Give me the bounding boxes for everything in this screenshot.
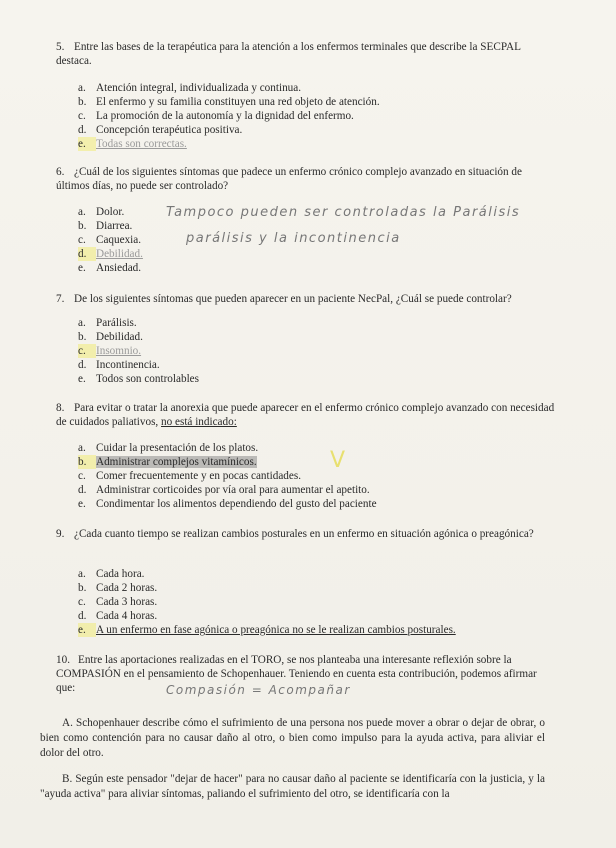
question-number: 10.	[56, 654, 70, 666]
option-e: e. Todas son correctas.	[78, 138, 187, 150]
question-6-options	[78, 205, 143, 275]
handwritten-note: parálisis y la incontinencia	[186, 231, 401, 246]
question-8-options	[78, 441, 377, 511]
option-c: c. Cada 3 horas.	[78, 596, 158, 608]
question-text: ¿Cuál de los siguientes síntomas que padece un enfermo crónico complejo avanzado en situación de últimos días, no puede ser controlado?	[56, 166, 522, 192]
question-text: Para evitar o tratar la anorexia que puede aparecer en el enfermo crónico complejo avanzado con necesidad de cuidados paliativos,	[56, 402, 555, 428]
option-a: a. Cuidar la presentación de los platos.	[78, 442, 259, 454]
option-b: b. Diarrea.	[78, 220, 133, 232]
option-a: a. Dolor.	[78, 206, 125, 218]
question-7	[56, 292, 556, 306]
question-text: De los siguientes síntomas que pueden aparecer en un paciente NecPal, ¿Cuál se puede controlar?	[74, 293, 512, 305]
option-e: e. Ansiedad.	[78, 262, 142, 274]
option-b: b. Cada 2 horas.	[78, 582, 158, 594]
question-number: 9.	[56, 528, 65, 540]
handwritten-note: Compasión = Acompañar	[166, 683, 351, 697]
question-7-options	[78, 316, 199, 386]
paragraph-a: A. Schopenhauer describe cómo el sufrimiento de una persona nos puede mover a obrar o dejar de obrar, o bien como contención para no causar daño al otro, o bien como impulso para la ayuda activa, para aliviar el dolor del otro.	[40, 717, 545, 759]
option-c: c. Caquexia.	[78, 234, 142, 246]
question-text: Entre las bases de la terapéutica para la atención a los enfermos terminales que describe la SECPAL destaca.	[56, 41, 521, 67]
option-b: b. Administrar complejos vitamínicos.	[78, 456, 257, 468]
question-8	[56, 401, 556, 429]
question-5	[56, 40, 556, 68]
question-6	[56, 165, 556, 193]
option-a: a. Atención integral, individualizada y continua.	[78, 82, 302, 94]
question-emphasis: no está indicado:	[161, 416, 237, 428]
question-text: Entre las aportaciones realizadas en el TORO, se nos planteaba una interesante reflexión sobre la COMPASIÓN en el pensamiento de Schopenhauer. Teniendo en cuenta esta contribución, podemos afirmar que:	[56, 654, 537, 694]
option-c: c. Comer frecuentemente y en pocas cantidades.	[78, 470, 302, 482]
check-mark: V	[330, 448, 346, 473]
option-e: e. Todos son controlables	[78, 373, 199, 385]
option-a: a. Parálisis.	[78, 317, 137, 329]
option-e: e. Condimentar los alimentos dependiendo del gusto del paciente	[78, 498, 377, 510]
option-d: d. Cada 4 horas.	[78, 610, 158, 622]
option-b: b. Debilidad.	[78, 331, 143, 343]
option-e: e. A un enfermo en fase agónica o preagónica no se le realizan cambios posturales.	[78, 624, 456, 636]
question-9	[56, 527, 556, 541]
question-text: ¿Cada cuanto tiempo se realizan cambios posturales en un enfermo en situación agónica o preagónica?	[74, 528, 534, 540]
option-c: c. Insomnio.	[78, 345, 142, 357]
question-number: 7.	[56, 293, 65, 305]
option-d: d. Concepción terapéutica positiva.	[78, 124, 243, 136]
question-number: 6.	[56, 166, 65, 178]
question-9-options	[78, 567, 456, 637]
option-d: d. Administrar corticoides por vía oral para aumentar el apetito.	[78, 484, 370, 496]
question-number: 5.	[56, 41, 65, 53]
handwritten-note: Tampoco pueden ser controladas la Parálisis	[166, 205, 521, 220]
option-b: b. El enfermo y su familia constituyen una red objeto de atención.	[78, 96, 380, 108]
option-a: a. Cada hora.	[78, 568, 145, 580]
question-5-options	[78, 81, 380, 151]
option-d: d. Incontinencia.	[78, 359, 160, 371]
question-number: 8.	[56, 402, 65, 414]
option-c: c. La promoción de la autonomía y la dignidad del enfermo.	[78, 110, 354, 122]
paragraph-b: B. Según este pensador "dejar de hacer" para no causar daño al paciente se identificaría con la justicia, y la "ayuda activa" para aliviar síntomas, paliando el sufrimiento del otro, se identificaría con la	[40, 773, 545, 800]
option-d: d. Debilidad.	[78, 248, 143, 260]
